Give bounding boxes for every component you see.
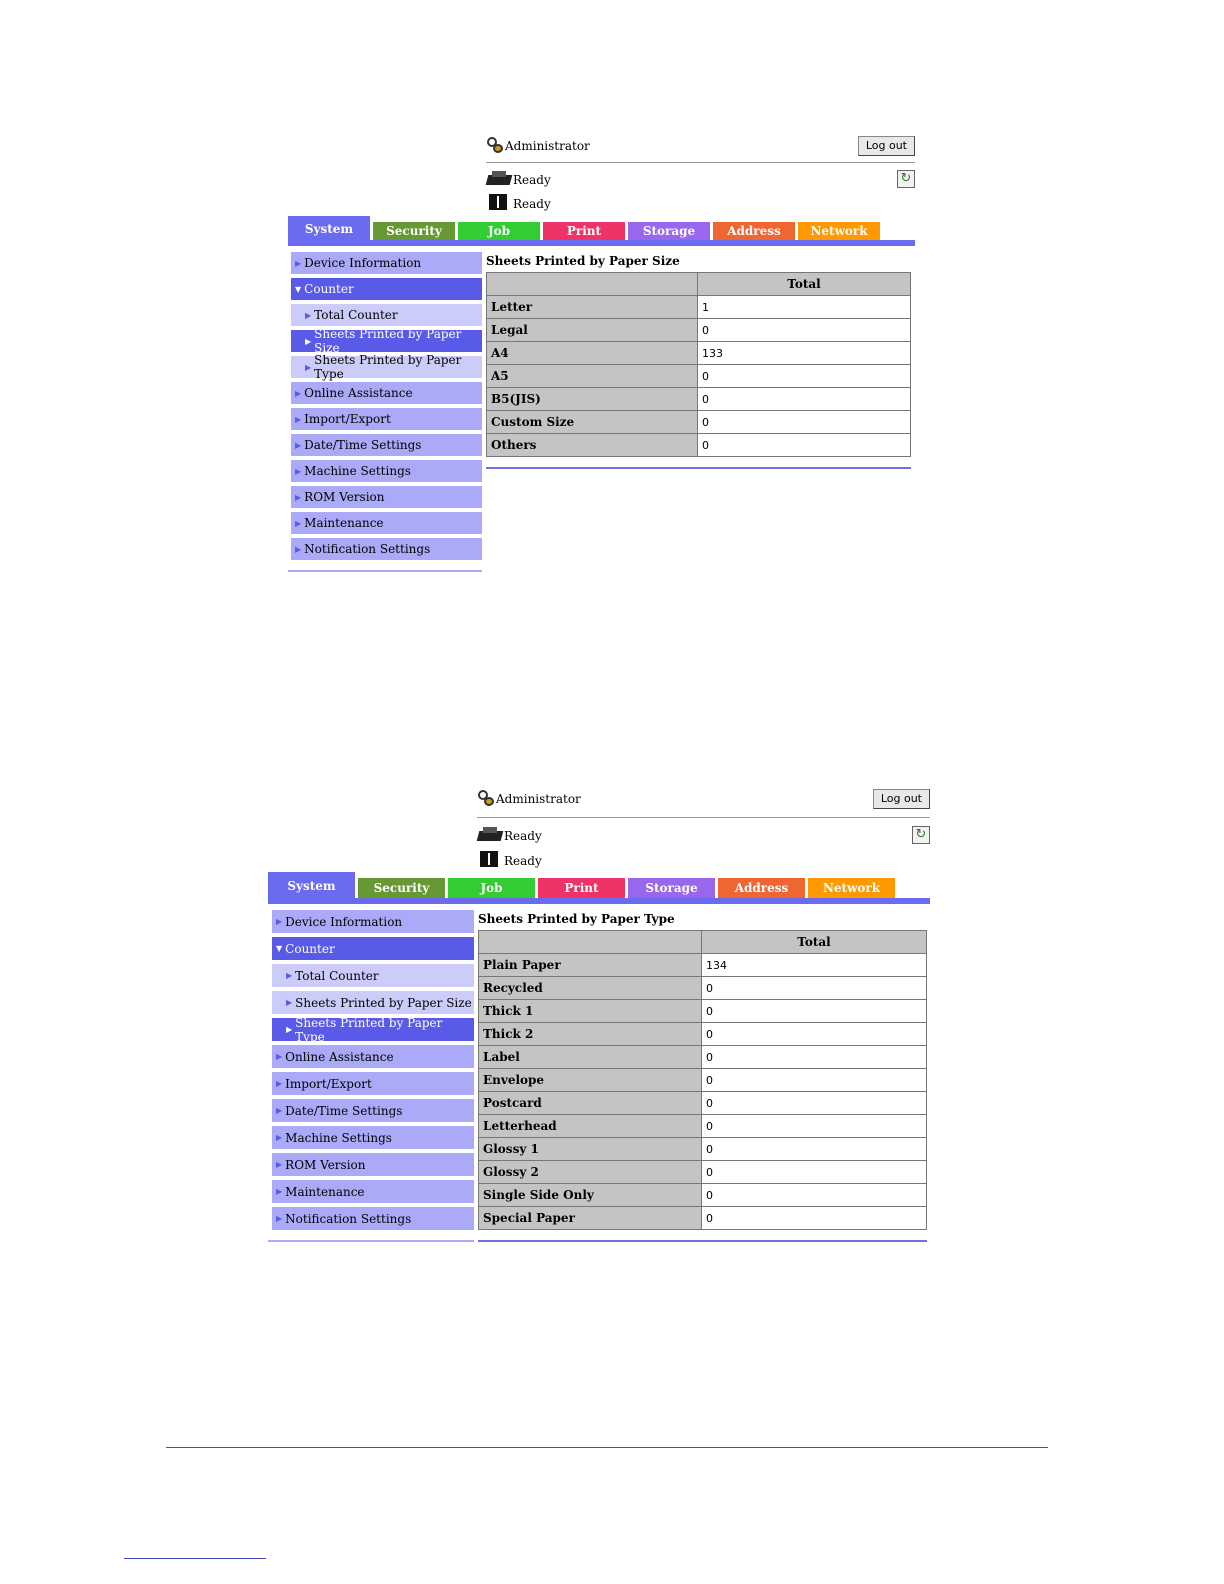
row-value: 0 [698,319,911,342]
table-row [479,954,927,977]
menu-device-information[interactable] [272,910,474,933]
header-divider [477,817,930,818]
table-header-total: Total [702,931,927,954]
menu-machine-settings[interactable] [291,460,482,482]
triangle-right-icon: ▶ [276,1052,283,1061]
table-header-blank [479,931,702,954]
row-label: Thick 2 [479,1023,702,1046]
row-value: 0 [702,1115,927,1138]
triangle-right-icon: ▶ [295,544,302,554]
menu-label: Maintenance [304,516,384,530]
tab-underline [288,240,915,246]
menu-date-time[interactable] [291,434,482,456]
menu-divider [288,570,482,572]
tab-address[interactable]: Address [718,878,805,898]
menu-label: Online Assistance [285,1049,394,1064]
tab-bar [268,872,930,898]
finisher-status-text: Ready [504,854,542,868]
triangle-right-icon: ▶ [276,1214,283,1223]
admin-icon [477,790,495,806]
menu-sheets-by-type[interactable] [272,1015,474,1044]
menu-label: Date/Time Settings [304,438,422,452]
triangle-right-icon: ▶ [305,362,312,372]
menu-sheets-by-size[interactable] [272,991,474,1014]
menu-label: Maintenance [285,1184,365,1199]
finisher-status [477,850,542,868]
triangle-right-icon: ▶ [286,1025,293,1034]
menu-device-information[interactable] [291,252,482,274]
row-label: Others [487,434,698,457]
admin-user [486,137,590,153]
refresh-icon[interactable]: ↻ [897,170,915,188]
menu-label: Machine Settings [285,1130,392,1145]
table-row [479,1000,927,1023]
table-row [479,1092,927,1115]
tab-security[interactable]: Security [358,878,445,898]
counter-table [486,272,911,457]
printer-icon [477,827,503,843]
tab-network[interactable]: Network [808,878,895,898]
triangle-right-icon: ▶ [286,998,293,1007]
content [288,252,915,572]
table-bottom-line [478,1240,927,1242]
triangle-right-icon: ▶ [295,466,302,476]
tab-print[interactable]: Print [543,222,625,240]
row-label: A4 [487,342,698,365]
screenshot-paper-size [288,133,915,572]
menu-label: Online Assistance [304,386,413,400]
triangle-down-icon: ▼ [276,944,283,953]
row-value: 0 [702,1023,927,1046]
table-header-row [487,273,911,296]
tab-address[interactable]: Address [713,222,795,240]
row-value: 0 [702,1000,927,1023]
row-value: 0 [702,977,927,1000]
triangle-right-icon: ▶ [295,518,302,528]
row-label: Custom Size [487,411,698,434]
row-value: 0 [702,1138,927,1161]
menu-label: Device Information [285,914,403,929]
printer-status-text: Ready [504,829,542,843]
admin-user [477,790,581,806]
table-row [479,1115,927,1138]
menu-label: Notification Settings [285,1211,412,1226]
row-value: 0 [702,1207,927,1230]
row-label: Legal [487,319,698,342]
menu-import-export[interactable] [272,1072,474,1095]
row-label: Letterhead [479,1115,702,1138]
finisher-status [486,193,551,211]
admin-label: Administrator [496,792,581,806]
menu-date-time[interactable] [272,1099,474,1122]
row-value: 0 [702,1092,927,1115]
triangle-right-icon: ▶ [286,971,293,980]
row-label: Glossy 2 [479,1161,702,1184]
menu-machine-settings[interactable] [272,1126,474,1149]
menu-label: Import/Export [285,1076,372,1091]
table-row [487,296,911,319]
table-row [487,411,911,434]
row-value: 0 [698,388,911,411]
row-label: Special Paper [479,1207,702,1230]
menu-label: Total Counter [314,308,398,322]
page-title: Sheets Printed by Paper Type [478,912,675,926]
menu-label: ROM Version [285,1157,366,1172]
printer-status [477,827,542,843]
box-icon [477,850,503,868]
header [477,786,930,872]
header [486,133,915,215]
row-label: Letter [487,296,698,319]
tab-security[interactable]: Security [373,222,455,240]
row-label: Envelope [479,1069,702,1092]
table-row [479,1069,927,1092]
tab-job[interactable]: Job [448,878,535,898]
tab-system[interactable]: System [268,872,355,898]
table-row [487,434,911,457]
table-row [479,977,927,1000]
box-icon [486,193,512,211]
menu-label: Notification Settings [304,542,431,556]
tab-storage[interactable]: Storage [628,222,710,240]
menu-label: Sheets Printed by Paper Type [295,1015,443,1044]
row-value: 0 [698,411,911,434]
triangle-down-icon: ▼ [295,284,302,294]
menu-sheets-by-size[interactable] [291,327,482,355]
printer-icon [486,171,512,187]
row-label: B5(JIS) [487,388,698,411]
triangle-right-icon: ▶ [276,1133,283,1142]
triangle-right-icon: ▶ [276,1160,283,1169]
admin-label: Administrator [505,139,590,153]
tab-underline [268,898,930,904]
row-label: Recycled [479,977,702,1000]
row-value: 134 [702,954,927,977]
menu-import-export[interactable] [291,408,482,430]
menu-online-assistance[interactable] [291,382,482,404]
row-label: Thick 1 [479,1000,702,1023]
row-value: 0 [702,1069,927,1092]
menu-sheets-by-type[interactable] [291,353,482,381]
row-value: 0 [702,1184,927,1207]
menu-maintenance[interactable] [272,1180,474,1203]
row-value: 0 [702,1161,927,1184]
menu-notification[interactable] [272,1207,474,1230]
row-label: Glossy 1 [479,1138,702,1161]
finisher-status-text: Ready [513,197,551,211]
tab-network[interactable]: Network [798,222,880,240]
triangle-right-icon: ▶ [276,1079,283,1088]
tab-job[interactable]: Job [458,222,540,240]
row-value: 0 [698,434,911,457]
tab-print[interactable]: Print [538,878,625,898]
side-menu [268,910,474,1242]
screenshot-paper-type [268,786,930,1242]
row-value: 1 [698,296,911,319]
tab-storage[interactable]: Storage [628,878,715,898]
menu-rom-version[interactable] [272,1153,474,1176]
refresh-icon[interactable]: ↻ [912,826,930,844]
header-divider [486,162,915,163]
menu-label: ROM Version [304,490,385,504]
menu-online-assistance[interactable] [272,1045,474,1068]
logout-button[interactable]: Log out [858,136,915,156]
printer-status [486,171,551,187]
menu-rom-version[interactable] [291,486,482,508]
table-row [487,388,911,411]
menu-label: Sheets Printed by Paper Size [295,995,472,1010]
row-label: A5 [487,365,698,388]
row-value: 0 [698,365,911,388]
side-menu [288,252,482,572]
menu-total-counter[interactable] [291,304,482,326]
tab-system[interactable]: System [288,216,370,240]
page-title: Sheets Printed by Paper Size [486,254,680,268]
main-panel [478,910,930,1242]
footer-link-underline [124,1558,266,1559]
table-header-total: Total [698,273,911,296]
table-row [479,1184,927,1207]
table-header-row [479,931,927,954]
menu-maintenance[interactable] [291,512,482,534]
row-label: Plain Paper [479,954,702,977]
content [268,910,930,1242]
triangle-right-icon: ▶ [295,492,302,502]
menu-label: Counter [304,282,354,296]
triangle-right-icon: ▶ [295,414,302,424]
menu-counter[interactable] [291,278,482,300]
table-bottom-line [486,467,911,469]
table-row [479,1161,927,1184]
admin-icon [486,137,504,153]
menu-label: Counter [285,941,335,956]
menu-divider [268,1240,474,1242]
menu-notification[interactable] [291,538,482,560]
triangle-right-icon: ▶ [295,258,302,268]
logout-button[interactable]: Log out [873,789,930,809]
printer-status-text: Ready [513,173,551,187]
counter-table [478,930,927,1230]
table-row [487,342,911,365]
menu-label: Device Information [304,256,422,270]
triangle-right-icon: ▶ [295,388,302,398]
table-row [479,1138,927,1161]
menu-label: Import/Export [304,412,391,426]
menu-label: Total Counter [295,968,379,983]
table-row [479,1207,927,1230]
table-row [479,1023,927,1046]
row-value: 0 [702,1046,927,1069]
menu-counter[interactable] [272,937,474,960]
triangle-right-icon: ▶ [276,917,283,926]
main-panel [486,252,915,572]
menu-label: Sheets Printed by Paper Size [314,327,462,355]
row-label: Postcard [479,1092,702,1115]
table-row [487,319,911,342]
triangle-right-icon: ▶ [305,310,312,320]
triangle-right-icon: ▶ [276,1106,283,1115]
menu-total-counter[interactable] [272,964,474,987]
table-row [487,365,911,388]
triangle-right-icon: ▶ [305,336,312,346]
triangle-right-icon: ▶ [276,1187,283,1196]
table-row [479,1046,927,1069]
footer-rule [166,1447,1048,1448]
triangle-right-icon: ▶ [295,440,302,450]
menu-label: Sheets Printed by Paper Type [314,353,462,381]
table-header-blank [487,273,698,296]
row-label: Single Side Only [479,1184,702,1207]
menu-label: Machine Settings [304,464,411,478]
menu-label: Date/Time Settings [285,1103,403,1118]
tab-bar [288,216,915,240]
row-label: Label [479,1046,702,1069]
row-value: 133 [698,342,911,365]
